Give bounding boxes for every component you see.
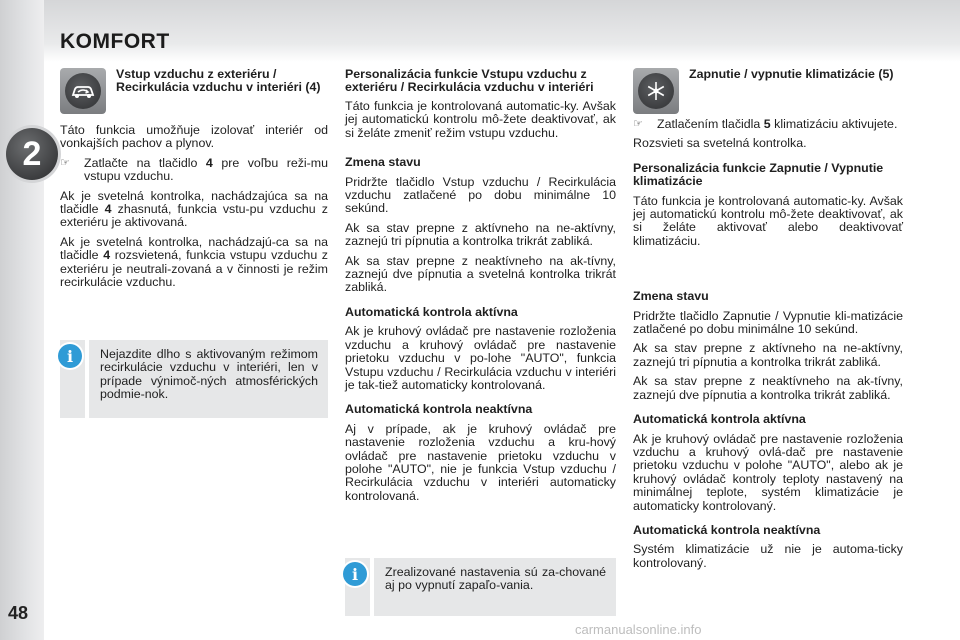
subheading: Zmena stavu (633, 289, 709, 304)
paragraph: Ak je kruhový ovládač pre nastavenie rozloženia vzduchu a kruhový ovládač pre nastavenie prietoku vzduchu v po-lohe "AUTO", funkcia Vstupu vzduchu / Recirkulácia vzduchu v interiéri je tak-tiež automaticky kontrolovaná. (345, 324, 616, 392)
pointing-hand-icon: ☞ (633, 118, 643, 130)
button-number: 5 (763, 117, 771, 131)
column-2 (345, 68, 616, 509)
side-band (0, 0, 44, 640)
paragraph: Ak sa stav prepne z neaktívneho na ak-tívny, zaznejú dve pípnutia a svetelná kontrolka trikrát zabliká. (345, 253, 616, 295)
bullet-text: klimatizáciu aktivujete. (774, 117, 898, 131)
ac-button-icon (633, 68, 679, 114)
info-icon: i (343, 562, 367, 586)
paragraph: Ak je svetelná kontrolka, nachádzajúca sa na tlačidle 4 zhasnutá, funkcia vstu-pu vzduchu z exteriéru je aktivovaná. (60, 188, 328, 230)
paragraph: Pridržte tlačidlo Zapnutie / Vypnutie kli-matizácie zatlačené po dobu minimálne 10 sekúnd. (633, 308, 903, 337)
info-note (345, 558, 616, 616)
subheading: Automatická kontrola aktívna (345, 304, 518, 319)
snowflake-ac-icon (644, 79, 668, 103)
recirculation-button-icon (60, 68, 106, 114)
paragraph: Ak je svetelná kontrolka, nachádzajú-ca sa na tlačidle 4 rozsvietená, funkcia vstupu vzduchu z exteriéru je neutrali-zovaná a v činnosti je režim recirkulácie vzduchu. (60, 234, 329, 290)
watermark: carmanualsonline.info (575, 622, 702, 637)
paragraph: Ak je kruhový ovládač pre nastavenie rozloženia vzduchu a kruhový ovlá-dač pre nastavenie prietoku vzduchu v polohe "AUTO", alebo ak je kruhový ovládač kontroly teploty nastavený na minimálnej teplote, systém klimatizácie je automaticky kontrolovaný. (633, 431, 903, 513)
info-icon: i (58, 344, 82, 368)
info-note (60, 340, 328, 418)
paragraph: Ak sa stav prepne z aktívneho na ne-aktívny, zaznejú tri pípnutia a kontrolka trikrát zabliká. (633, 341, 903, 369)
chapter-badge: 2 (6, 128, 58, 180)
paragraph: Táto funkcia je kontrolovaná automatic-ky. Avšak jej automatickú kontrolu mô-žete deaktivovať, ak si želáte zmeniť režim vstupu vzduchu. (345, 99, 616, 140)
subheading: Automatická kontrola aktívna (633, 412, 806, 427)
subheading: Personalizácia funkcie Zapnutie / Vypnutie klimatizácie (633, 160, 884, 189)
paragraph: Systém klimatizácie už nie je automa-ticky kontrolovaný. (633, 542, 903, 570)
column-3 (633, 118, 903, 576)
bullet-item (60, 157, 328, 184)
bullet-text: Zatlačením tlačidla (657, 117, 761, 131)
button-number: 4 (205, 155, 213, 170)
page-title: KOMFORT (60, 30, 170, 53)
subheading: Automatická kontrola neaktívna (345, 402, 533, 417)
section-heading-recirculation: Vstup vzduchu z exteriéru / Recirkulácia vzduchu v interiéri (4) (116, 67, 321, 94)
paragraph: Pridržte tlačidlo Vstup vzduchu / Recirkulácia vzduchu zatlačené po dobu minimálne 10 sekúnd. (345, 174, 616, 216)
pointing-hand-icon: ☞ (60, 156, 70, 169)
subheading: Automatická kontrola neaktívna (633, 522, 821, 537)
subheading: Zmena stavu (345, 155, 421, 170)
paragraph: Táto funkcia umožňuje izolovať interiér od vonkajších pachov a plynov. (60, 123, 328, 151)
paragraph: Aj v prípade, ak je kruhový ovládač pre nastavenie rozloženia vzduchu a kru-hový ovládač pre nastavenie prietoku vzduchu v polohe "AUTO", nie je funkcia Vstup vzduchu / Recirkulácia vzduchu v interiéri automaticky kontrolovaná. (345, 421, 616, 503)
note-text: Zrealizované nastavenia sú za-chované aj po vypnutí zapaľo-vania. (385, 565, 606, 593)
header-band (44, 0, 960, 62)
section-heading-ac: Zapnutie / vypnutie klimatizácie (5) (689, 67, 894, 81)
page-number: 48 (8, 603, 29, 623)
note-text: Nejazdite dlho s aktivovaným režimom recirkulácie vzduchu v interiéri, len v prípade výnimoč-ných atmosférických podmie-nok. (100, 347, 318, 402)
column-1 (60, 124, 328, 295)
paragraph: Ak sa stav prepne z aktívneho na ne-aktívny, zaznejú tri pípnutia a kontrolka trikrát zabliká. (345, 220, 616, 249)
paragraph: Táto funkcia je kontrolovaná automatic-ky. Avšak jej automatickú kontrolu mô-žete deaktivovať, ak si želáte aktivovať alebo deaktivovať klimatizáciu. (633, 193, 903, 248)
car-recirculation-icon (69, 81, 97, 101)
bullet-item (633, 118, 903, 131)
paragraph: Rozsvieti sa svetelná kontrolka. (633, 136, 807, 151)
section-heading-personalization: Personalizácia funkcie Vstupu vzduchu z exteriéru / Recirkulácia vzduchu v interiéri (345, 67, 594, 94)
bullet-text: Zatlačte na tlačidlo (84, 155, 198, 170)
bullet-text: pre voľbu reži-mu vstupu vzduchu. (84, 155, 329, 184)
paragraph: Ak sa stav prepne z neaktívneho na ak-tívny, zaznejú dve pípnutia a kontrolka trikrát zabliká. (633, 374, 903, 402)
